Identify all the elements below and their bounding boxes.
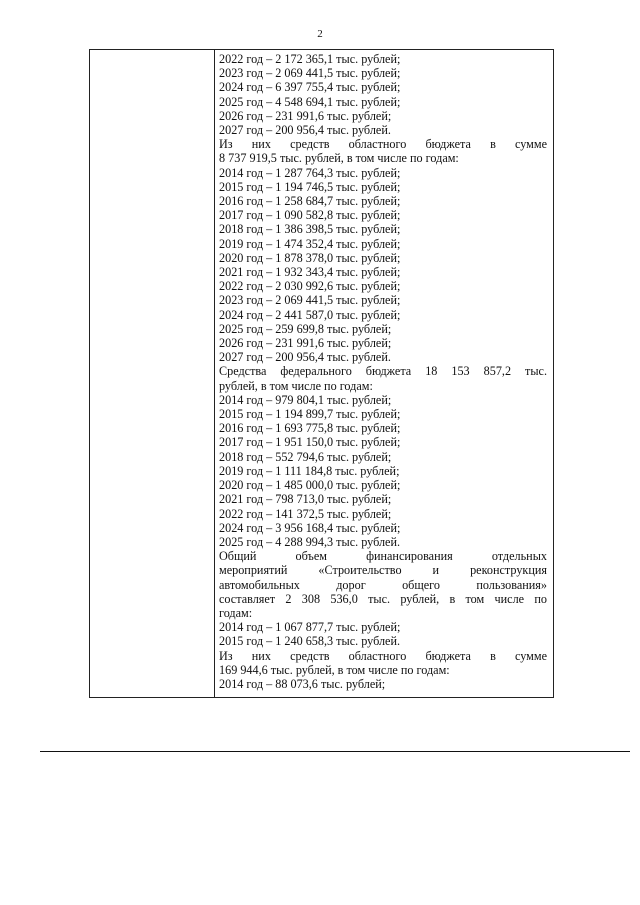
text-line: 2018 год – 1 386 398,5 тыс. рублей; <box>219 222 401 237</box>
text-line: Средства федерального бюджета 18 153 857,2 тыс. <box>219 364 547 379</box>
text-line: Общий объем финансирования отдельных <box>219 549 547 564</box>
text-line: 2024 год – 2 441 587,0 тыс. рублей; <box>219 307 401 322</box>
text-line: 2018 год – 552 794,6 тыс. рублей; <box>219 449 392 464</box>
text-line: 2025 год – 4 548 694,1 тыс. рублей; <box>219 94 401 109</box>
text-line: 2026 год – 231 991,6 тыс. рублей; <box>219 336 392 351</box>
text-line: 2017 год – 1 951 150,0 тыс. рублей; <box>219 435 401 450</box>
text-line: 2022 год – 2 030 992,6 тыс. рублей; <box>219 279 401 294</box>
text-line: 2015 год – 1 194 899,7 тыс. рублей; <box>219 407 401 422</box>
text-line: Из них средств областного бюджета в сумме <box>219 648 547 663</box>
page-separator-line <box>40 751 630 752</box>
text-line: 2024 год – 6 397 755,4 тыс. рублей; <box>219 80 401 95</box>
text-line: 2019 год – 1 111 184,8 тыс. рублей; <box>219 463 400 478</box>
text-line: 2021 год – 1 932 343,4 тыс. рублей; <box>219 265 401 280</box>
text-line: 2014 год – 1 067 877,7 тыс. рублей; <box>219 620 401 635</box>
text-line: 2025 год – 4 288 994,3 тыс. рублей. <box>219 534 401 549</box>
text-line: 2014 год – 88 073,6 тыс. рублей; <box>219 676 386 691</box>
text-line: 2020 год – 1 878 378,0 тыс. рублей; <box>219 250 401 265</box>
text-line: автомобильных дорог общего пользования» <box>219 577 547 592</box>
text-line: 2015 год – 1 240 658,3 тыс. рублей. <box>219 634 401 649</box>
column-divider <box>214 50 215 697</box>
text-line: 2023 год – 2 069 441,5 тыс. рублей; <box>219 66 401 81</box>
page-number: 2 <box>317 28 323 40</box>
text-line: годам: <box>219 605 253 620</box>
text-line: 2027 год – 200 956,4 тыс. рублей. <box>219 350 391 365</box>
text-line: 2024 год – 3 956 168,4 тыс. рублей; <box>219 520 401 535</box>
text-line: 2027 год – 200 956,4 тыс. рублей. <box>219 123 391 138</box>
text-line: рублей, в том числе по годам: <box>219 378 373 393</box>
text-line: 2026 год – 231 991,6 тыс. рублей; <box>219 108 392 123</box>
text-line: составляет 2 308 536,0 тыс. рублей, в том числе по <box>219 591 547 606</box>
text-line: 2023 год – 2 069 441,5 тыс. рублей; <box>219 293 401 308</box>
text-line: 2025 год – 259 699,8 тыс. рублей; <box>219 321 392 336</box>
text-line: 2022 год – 141 372,5 тыс. рублей; <box>219 506 392 521</box>
text-line: 2015 год – 1 194 746,5 тыс. рублей; <box>219 179 401 194</box>
text-line: 2022 год – 2 172 365,1 тыс. рублей; <box>219 52 401 66</box>
text-line: мероприятий «Строительство и реконструкция <box>219 563 547 578</box>
text-line: 2021 год – 798 713,0 тыс. рублей; <box>219 492 392 507</box>
text-line: 2014 год – 979 804,1 тыс. рублей; <box>219 392 392 407</box>
text-line: 2014 год – 1 287 764,3 тыс. рублей; <box>219 165 401 180</box>
text-line: 2016 год – 1 258 684,7 тыс. рублей; <box>219 194 401 209</box>
text-line: Из них средств областного бюджета в сумме <box>219 137 547 152</box>
financing-text-cell <box>219 52 547 691</box>
financing-table <box>89 49 554 698</box>
text-line: 169 944,6 тыс. рублей, в том числе по годам: <box>219 662 450 677</box>
text-line: 2017 год – 1 090 582,8 тыс. рублей; <box>219 208 401 223</box>
text-line: 8 737 919,5 тыс. рублей, в том числе по годам: <box>219 151 459 166</box>
text-line: 2019 год – 1 474 352,4 тыс. рублей; <box>219 236 401 251</box>
text-line: 2020 год – 1 485 000,0 тыс. рублей; <box>219 478 401 493</box>
text-line: 2016 год – 1 693 775,8 тыс. рублей; <box>219 421 401 436</box>
